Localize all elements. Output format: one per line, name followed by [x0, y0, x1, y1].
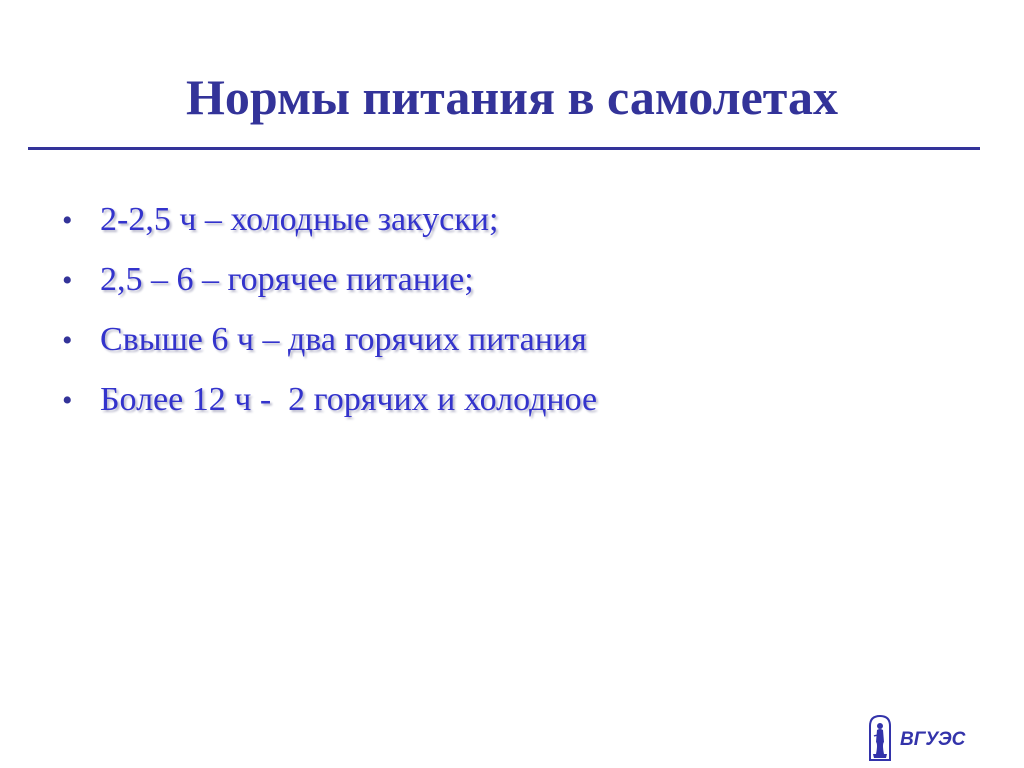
title-divider [28, 147, 980, 150]
bullet-list [62, 190, 597, 430]
bullet-item [62, 250, 597, 310]
bullet-dot-icon: • [62, 204, 73, 237]
university-logo [866, 714, 986, 762]
slide-title: Нормы питания в самолетах [186, 69, 838, 125]
bullet-text: Более 12 ч - 2 горячих и холодное [100, 381, 598, 418]
bullet-dot-icon: • [62, 384, 73, 417]
bullet-text: 2,5 – 6 – горячее питание; [100, 261, 474, 298]
bullet-text: 2-2,5 ч – холодные закуски; [100, 201, 499, 238]
bullet-item [62, 190, 597, 250]
bullet-item [62, 370, 597, 430]
bullet-item [62, 310, 597, 370]
bullet-text: Свыше 6 ч – два горячих питания [100, 321, 587, 358]
bullet-dot-icon: • [62, 264, 73, 297]
university-emblem-icon [866, 714, 986, 762]
logo-text: ВГУЭС [900, 729, 966, 750]
bullet-dot-icon: • [62, 324, 73, 357]
